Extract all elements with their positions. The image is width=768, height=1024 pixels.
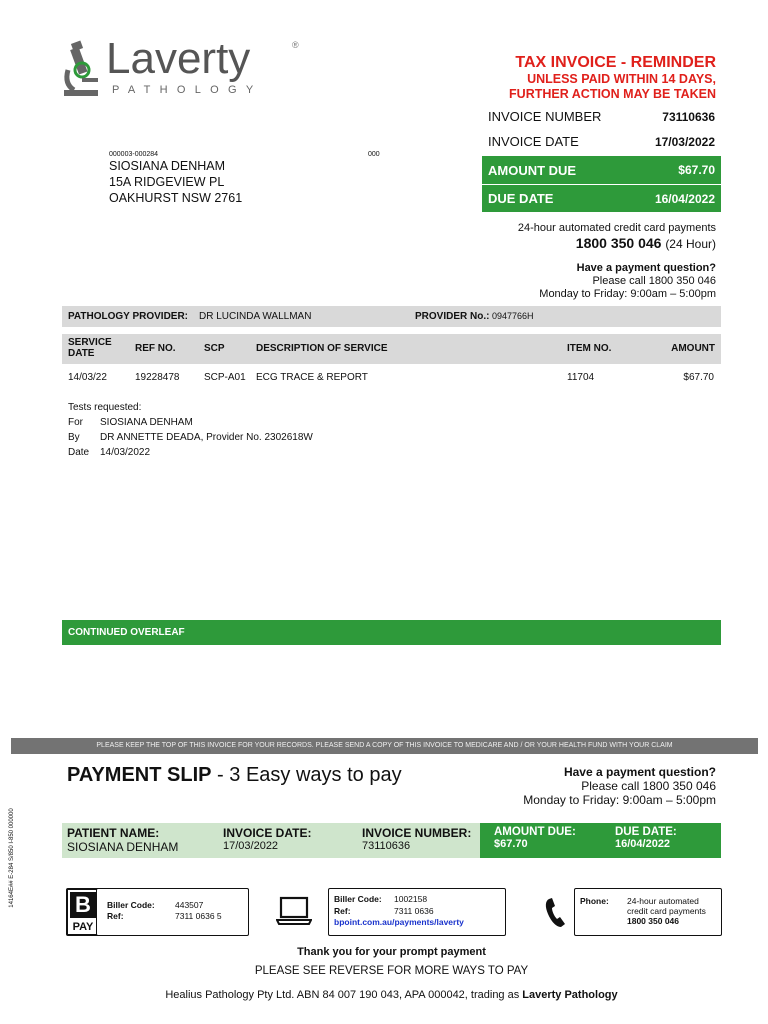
provider-no-label: PROVIDER No.: [415,311,490,322]
tests-heading: Tests requested: [68,402,142,413]
recipient-code: 000003-000284 [109,151,159,158]
amount-due-label: AMOUNT DUE [488,162,577,178]
payment-slip-heading: PAYMENT SLIP [67,764,212,786]
payment-question [539,262,716,301]
provider-bar [62,306,721,327]
slip-amount-value: $67.70 [494,838,528,850]
slip-number-value: 73110636 [362,840,411,852]
slip-question-title: Have a payment question? [563,765,716,779]
side-reference-code: 14164E## E-284 S/850 I-850 000000 [9,808,15,908]
online-payment-link[interactable]: bpoint.com.au/payments/laverty [334,917,464,927]
th-amount: AMOUNT [671,343,715,354]
phone-box-line-2: credit card payments [627,906,706,916]
invoice-date-row [482,129,721,154]
invoice-number-row [482,104,721,129]
slip-patient-value: SIOSIANA DENHAM [67,840,179,854]
see-reverse-text: PLEASE SEE REVERSE FOR MORE WAYS TO PAY [254,965,529,977]
phone-payment-box [574,888,722,936]
slip-due-value: 16/04/2022 [615,838,671,850]
tests-for: SIOSIANA DENHAM [100,417,193,428]
bpay-biller-code: 443507 [175,900,204,910]
slip-question-line-2: Monday to Friday: 9:00am – 5:00pm [523,793,716,807]
service-table-header [62,334,721,364]
payment-question-line-2: Monday to Friday: 9:00am – 5:00pm [539,288,716,300]
microscope-icon [60,40,108,98]
due-date-row [482,185,721,212]
recipient-street: 15A RIDGEVIEW PL [109,175,225,189]
laptop-icon [276,896,312,926]
slip-invoice-date [218,823,358,858]
bpay-logo-pay: PAY [72,921,94,933]
due-date-value: 16/04/2022 [654,191,715,206]
recipient-address [109,158,242,206]
invoice-date-value: 17/03/2022 [654,134,715,149]
recipient-code-right: 000 [368,151,380,158]
th-ref-no: REF NO. [135,343,176,354]
bpay-biller-label: Biller Code: [107,900,155,910]
slip-amount-label: AMOUNT DUE: [494,826,576,838]
slip-summary-row [62,823,721,858]
provider-no: 0947766H [492,311,534,321]
tests-by: DR ANNETTE DEADA, Provider No. 2302618W [100,432,313,443]
bpay-details-box [96,888,249,936]
th-scp: SCP [204,343,225,354]
company-footer [0,989,768,1001]
slip-date-value: 17/03/2022 [223,840,279,852]
phone-hours: (24 Hour) [665,237,716,251]
payment-question-line-1: Please call 1800 350 046 [592,275,716,287]
thank-you-text: Thank you for your prompt payment [297,946,486,958]
payment-question-title: Have a payment question? [576,262,716,274]
slip-invoice-number [357,823,480,858]
company-footer-text: Healius Pathology Pty Ltd. ABN 84 007 190 043, APA 000042, trading as [165,989,523,1001]
slip-number-label: INVOICE NUMBER: [362,826,472,840]
recipient-city: OAKHURST NSW 2761 [109,191,243,205]
slip-patient-label: PATIENT NAME: [67,826,160,840]
tests-date: 14/03/2022 [100,447,151,458]
slip-amount [489,823,609,858]
logo-wordmark: Laverty [106,34,251,83]
recipient-name: SIOSIANA DENHAM [109,159,225,173]
cell-desc: ECG TRACE & REPORT [256,372,368,383]
invoice-number-label: INVOICE NUMBER [488,109,602,124]
tests-date-label: Date [68,447,90,458]
cell-amount: $67.70 [683,372,714,383]
invoice-warning-line-2: FURTHER ACTION MAY BE TAKEN [509,86,716,101]
slip-payment-question [523,765,716,807]
invoice-warning [509,72,716,101]
invoice-warning-line-1: UNLESS PAID WITHIN 14 DAYS, [527,72,716,86]
th-service-date-line-1: SERVICE [68,337,112,348]
th-description: DESCRIPTION OF SERVICE [256,343,388,354]
th-service-date-line-2: DATE [68,348,95,359]
amount-due-value: $67.70 [678,163,715,177]
phone-icon [544,897,568,929]
keep-notice-bar: PLEASE KEEP THE TOP OF THIS INVOICE FOR YOUR RECORDS. PLEASE SEND A COPY OF THIS INVOICE TO MEDICARE AND / OR YOUR HEALTH FUND WITH YOUR CLAIM [11,738,758,754]
laverty-logo [60,34,310,100]
continued-overleaf-bar: CONTINUED OVERLEAF [62,620,721,645]
invoice-number-value: 73110636 [662,109,715,124]
cell-scp: SCP-A01 [204,372,246,383]
tests-requested [68,400,313,460]
slip-question-line-1: Please call 1800 350 046 [581,779,716,793]
phone-box-line-1: 24-hour automated [627,896,699,906]
online-ref-label: Ref: [334,906,351,916]
tests-for-label: For [68,417,83,428]
invoice-title: TAX INVOICE - REMINDER [515,54,716,71]
slip-date-label: INVOICE DATE: [223,826,312,840]
logo-registered: ® [292,40,299,50]
slip-due [610,823,720,858]
online-ref: 7311 0636 [394,906,434,916]
logo-subtitle: PATHOLOGY [112,84,263,96]
payment-slip-title [67,764,402,787]
cell-date: 14/03/22 [68,372,107,383]
payment-slip-subheading: - 3 Easy ways to pay [211,764,402,786]
invoice-date-label: INVOICE DATE [488,134,579,149]
online-biller-code: 1002158 [394,894,428,904]
phone-number: 1800 350 046 [575,235,662,251]
phone-payment-line: 24-hour automated credit card payments [517,222,716,234]
phone-box-number: 1800 350 046 [627,916,679,926]
slip-patient [62,823,217,858]
company-footer-brand: Laverty Pathology [522,989,618,1001]
due-date-label: DUE DATE [488,191,554,206]
online-biller-label: Biller Code: [334,894,382,904]
tests-by-label: By [68,432,80,443]
bpay-ref: 7311 0636 5 [175,911,222,921]
provider-label: PATHOLOGY PROVIDER: [68,311,189,322]
bpay-ref-label: Ref: [107,911,124,921]
phone-box-label: Phone: [580,896,609,906]
phone-payment-number [576,235,716,251]
amount-due-row [482,156,721,184]
provider-name: DR LUCINDA WALLMAN [199,311,312,322]
slip-due-label: DUE DATE: [615,826,677,838]
th-service-date [68,337,112,359]
th-item-no: ITEM NO. [567,343,612,354]
cell-ref: 19228478 [135,372,180,383]
cell-item: 11704 [567,372,595,383]
bpay-logo-b: B [70,892,96,918]
bpay-logo [66,888,100,936]
online-payment-box [328,888,506,936]
